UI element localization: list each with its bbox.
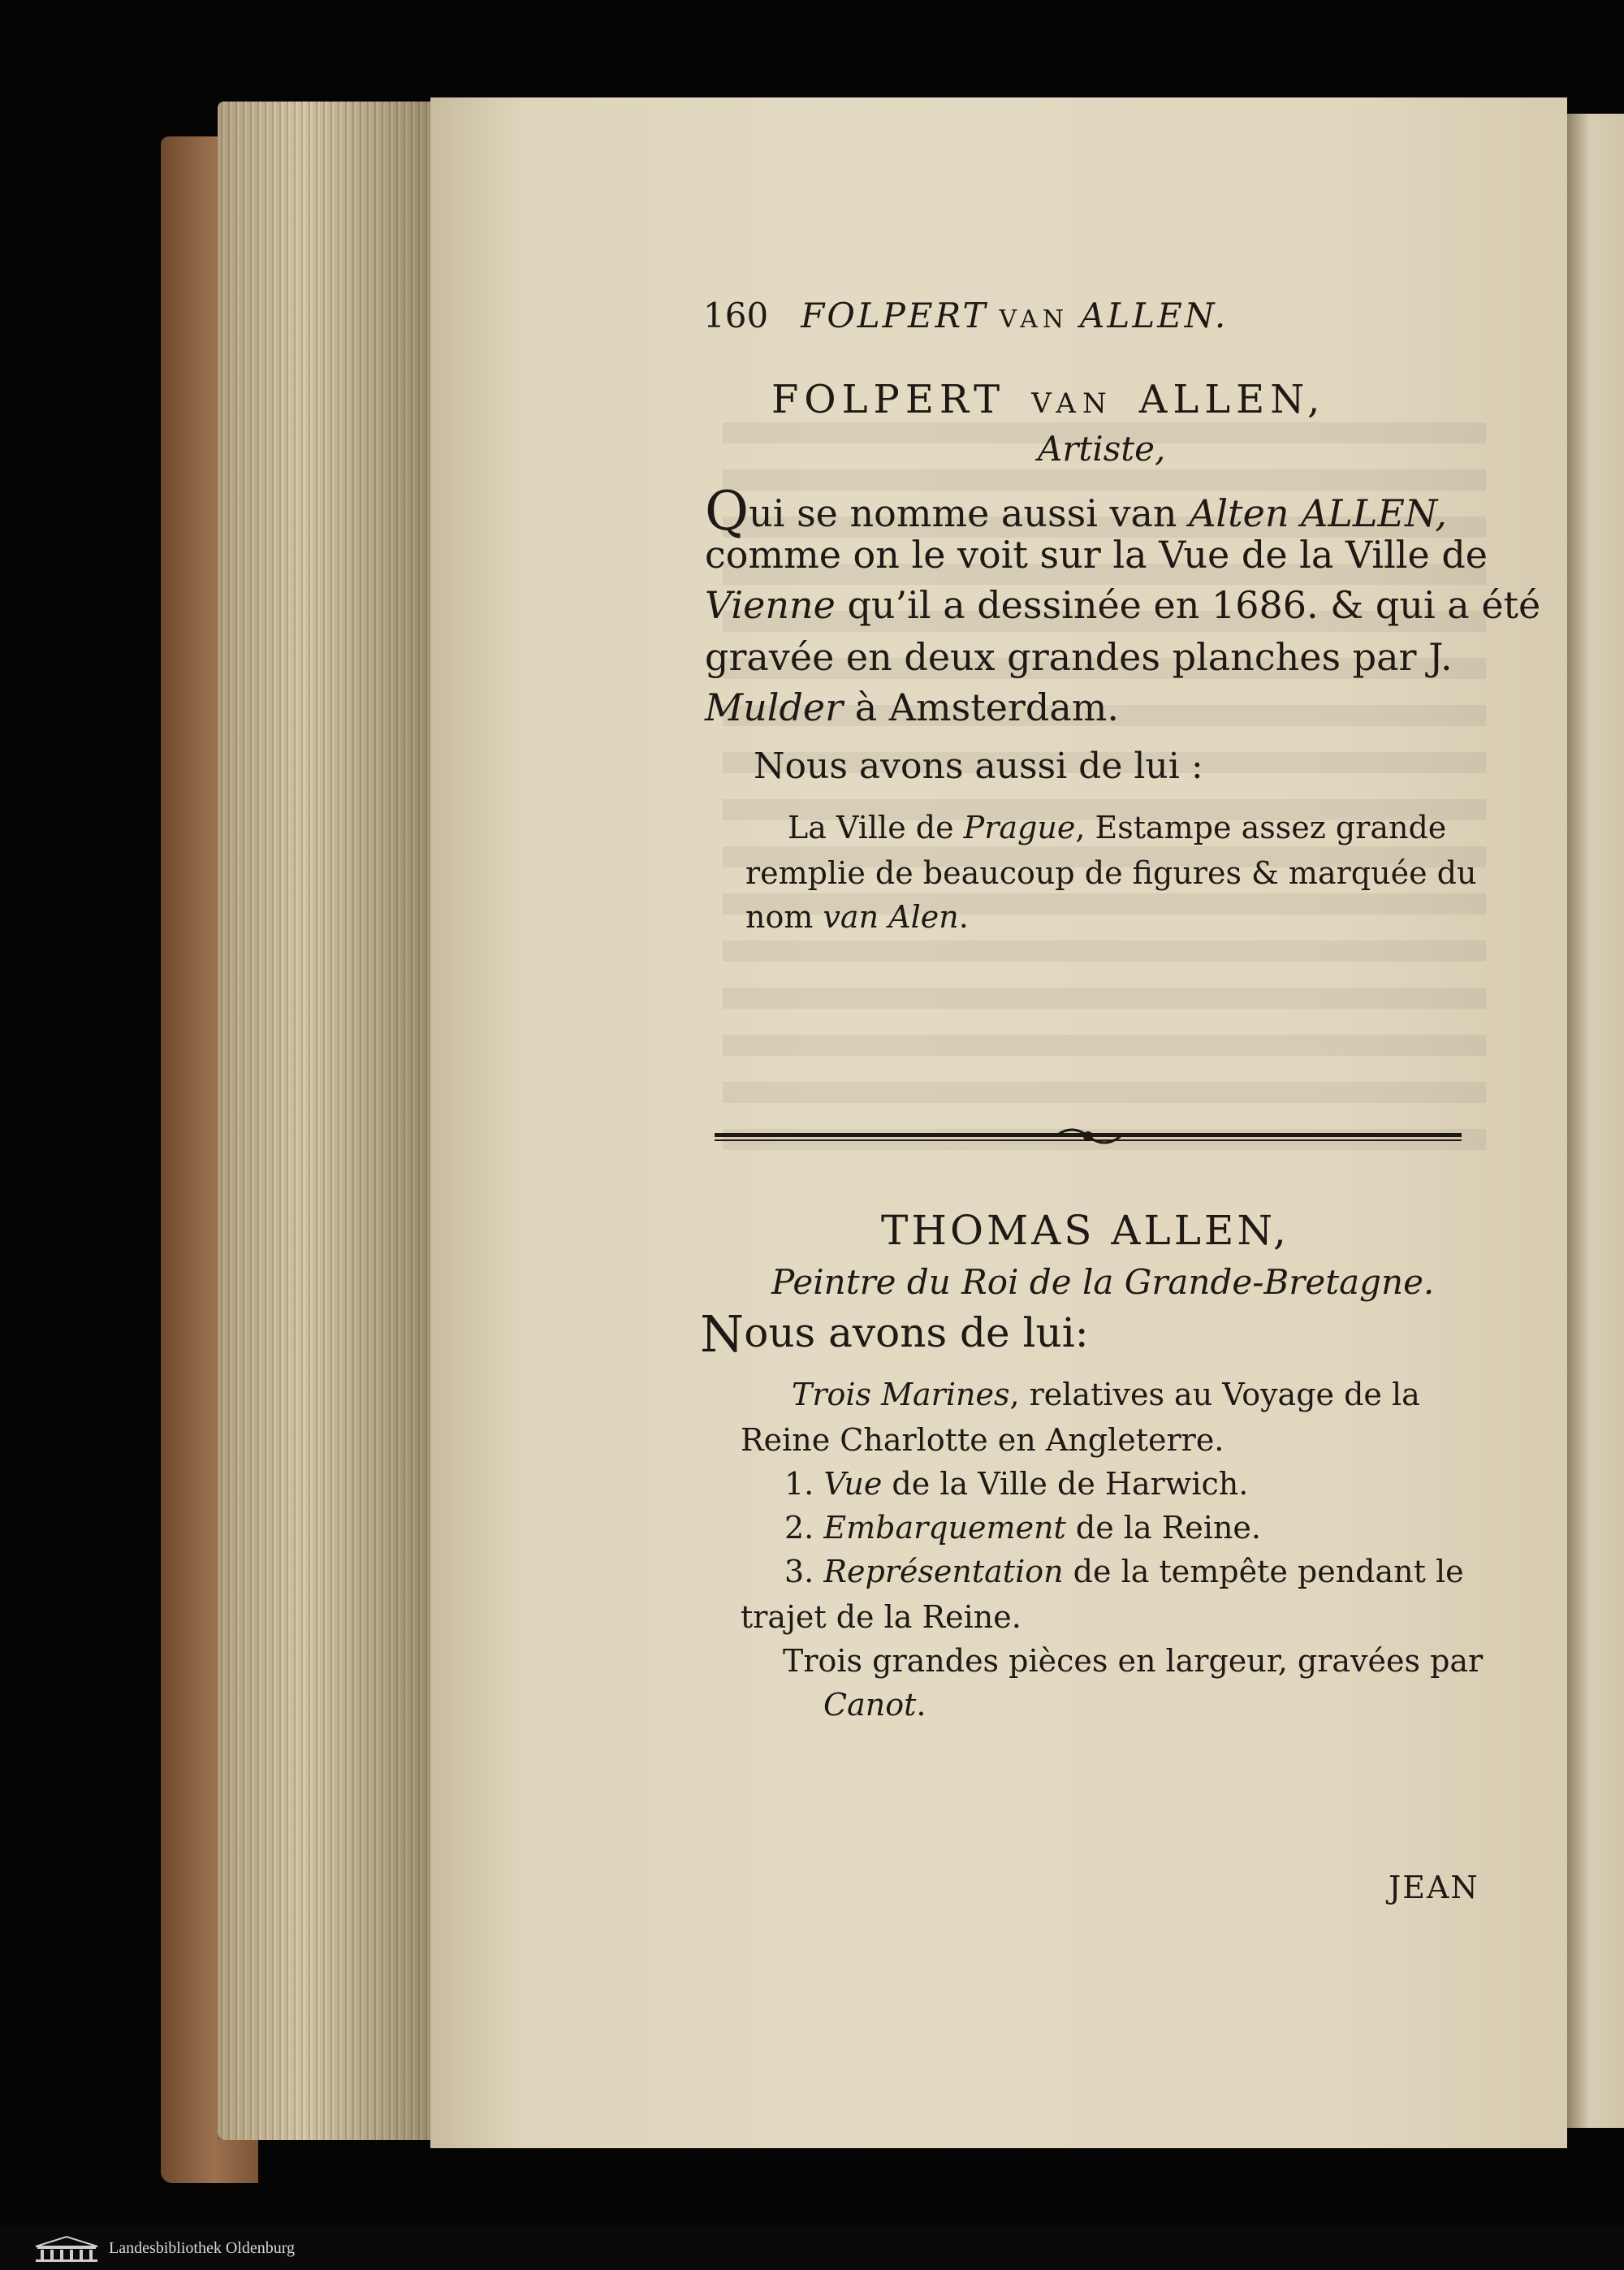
entry2-work-line-6: trajet de la Reine. xyxy=(741,1599,1021,1635)
entry1-work-line-2: remplie de beaucoup de figures & marquée du xyxy=(745,855,1477,891)
text-italic: Prague xyxy=(963,810,1076,845)
entry1-line-3 xyxy=(705,583,1541,627)
text: qu’il a dessinée en 1686. & qui a été xyxy=(835,583,1541,627)
text-italic: Alten xyxy=(1189,491,1289,535)
text-italic: Vienne xyxy=(705,583,836,627)
drop-initial: N xyxy=(700,1304,745,1364)
text: à Amsterdam. xyxy=(843,685,1120,729)
entry2-work-line-2: Reine Charlotte en Angleterre. xyxy=(741,1422,1224,1458)
text: de la Ville de Harwich. xyxy=(882,1466,1249,1502)
drop-initial: Q xyxy=(705,480,749,543)
footer-bar xyxy=(0,2227,1624,2270)
text-italic: Mulder xyxy=(705,685,844,729)
entry1-heading xyxy=(771,377,1326,422)
entry2-work-line-5 xyxy=(784,1556,1464,1587)
entry2-work-line-7: Trois grandes pièces en largeur, gravées par xyxy=(783,1643,1484,1679)
text-italic: van Alen xyxy=(823,899,959,935)
entry1-name-last: ALLEN, xyxy=(1138,377,1326,422)
item-number: 2. xyxy=(784,1510,824,1546)
running-title-particle: VAN xyxy=(999,305,1069,334)
page-stack-edges xyxy=(218,102,430,2140)
library-name: Landesbibliothek Oldenburg xyxy=(109,2239,296,2257)
entry2-role: Peintre du Roi de la Grande-Bretagne. xyxy=(771,1262,1435,1302)
entry1-work-line-3 xyxy=(745,899,969,935)
entry2-works-intro xyxy=(700,1304,1089,1364)
entry1-line-2: comme on le voit sur la Vue de la Ville de xyxy=(705,533,1488,577)
library-building-icon xyxy=(32,2235,101,2263)
ornamental-rule xyxy=(715,1121,1462,1152)
text: . xyxy=(958,899,969,935)
page-number: 160 xyxy=(703,296,769,335)
text-italic: Embarquement xyxy=(823,1510,1066,1546)
text-italic: Vue xyxy=(823,1466,883,1502)
running-title-first: FOLPERT xyxy=(801,296,988,335)
entry2-heading: THOMAS ALLEN, xyxy=(881,1207,1289,1254)
text: , Estampe assez grande xyxy=(1075,810,1447,845)
running-head xyxy=(703,296,1229,335)
entry1-work-line-1 xyxy=(788,812,1446,843)
text-italic: Canot xyxy=(823,1687,917,1723)
entry2-work-line-8 xyxy=(823,1687,926,1723)
running-title-last: ALLEN. xyxy=(1080,296,1229,335)
entry2-work-line-1 xyxy=(792,1379,1420,1410)
facing-page-edge xyxy=(1567,114,1624,2128)
text-italic: ALLEN, xyxy=(1289,491,1447,535)
entry1-name-particle: VAN xyxy=(1031,387,1113,420)
entry1-works-intro: Nous avons aussi de lui : xyxy=(754,746,1203,787)
text-italic: Trois Marines xyxy=(792,1377,1010,1412)
item-number: 3. xyxy=(784,1554,824,1589)
entry2-work-line-4 xyxy=(784,1510,1261,1546)
entry1-role: Artiste, xyxy=(1038,429,1166,469)
text: , relatives au Voyage de la xyxy=(1009,1377,1420,1412)
text: ous avons de lui: xyxy=(744,1309,1089,1356)
entry1-name-first: FOLPERT xyxy=(771,377,1006,422)
entry1-line-1 xyxy=(705,480,1484,543)
text-italic: Représentation xyxy=(823,1554,1064,1589)
catchword: JEAN xyxy=(1389,1870,1479,1905)
text: de la tempête pendant le xyxy=(1063,1554,1464,1589)
entry2-work-line-3 xyxy=(784,1466,1249,1502)
entry1-line-5 xyxy=(705,685,1120,729)
text: de la Reine. xyxy=(1065,1510,1261,1546)
text: . xyxy=(916,1687,926,1723)
text: La Ville de xyxy=(788,810,964,845)
entry1-line-4: gravée en deux grandes planches par J. xyxy=(705,635,1453,679)
item-number: 1. xyxy=(784,1466,824,1502)
text: ui se nomme aussi van xyxy=(749,491,1190,535)
text: nom xyxy=(745,899,823,935)
